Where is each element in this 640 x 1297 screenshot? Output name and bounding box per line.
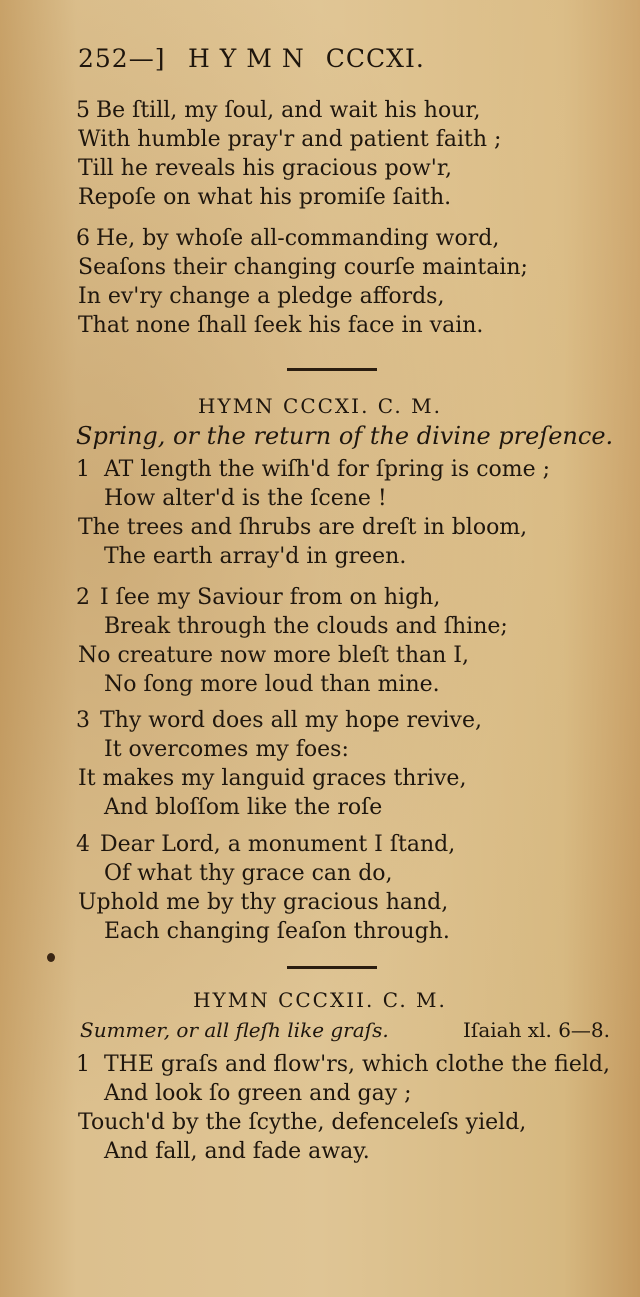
hymn-heading: HYMN CCCXI. C. M. [198,394,442,418]
verse-line: And bloſſom like the roſe [104,795,383,820]
verse-line: That none ſhall ſeek his face in vain. [78,313,484,338]
verse-line: Uphold me by thy gracious hand, [78,890,449,915]
verse-line: Touch'd by the ſcythe, defenceleſs yield, [78,1110,527,1135]
verse-line: Till he reveals his gracious pow'r, [78,156,452,181]
hymn-subtitle [80,1018,610,1042]
verse-line: With humble pray'r and patient faith ; [78,127,502,152]
verse-line: And fall, and fade away. [104,1139,370,1164]
verse-line: No creature now more bleſt than I, [78,643,469,668]
verse-line: AT length the wiſh'd for ſpring is come ; [104,457,551,482]
ink-speck [47,953,55,962]
verse-number: 6 [76,226,90,251]
verse-line: Seaſons their changing courſe maintain; [78,255,528,280]
verse-line: Be ſtill, my ſoul, and wait his hour, [96,98,481,123]
header-title: HYMN CCCXI. [188,44,425,73]
section-divider [287,966,377,969]
verse-line: The trees and ſhrubs are dreſt in bloom, [78,515,528,540]
verse-line: How alter'd is the ſcene ! [104,486,387,511]
verse-number: 4 [76,832,90,857]
verse-number: 1 [76,1052,90,1077]
hymn-subtitle: Spring, or the return of the divine preſence. [76,422,614,450]
subtitle-text: Summer, or all fleſh like graſs. [80,1018,389,1042]
section-divider [287,368,377,371]
verse-line: And look ſo green and gay ; [104,1081,412,1106]
verse-line: THE graſs and flow'rs, which clothe the field, [104,1052,610,1077]
verse-number: 1 [76,457,90,482]
verse-line: Thy word does all my hope revive, [100,708,482,733]
verse-number: 5 [76,98,90,123]
scripture-reference: Iſaiah xl. 6—8. [463,1018,610,1042]
verse-line: It overcomes my foes: [104,737,349,762]
verse-line: He, by whoſe all-commanding word, [96,226,500,251]
verse-line: Break through the clouds and ſhine; [104,614,508,639]
running-header [78,44,598,80]
hymn-heading: HYMN CCCXII. C. M. [193,988,447,1012]
verse-line: In ev'ry change a pledge affords, [78,284,445,309]
verse-line: Of what thy grace can do, [104,861,393,886]
verse-line: Each changing ſeaſon through. [104,919,450,944]
verse-line: It makes my languid graces thrive, [78,766,467,791]
page-number: 252—] [78,44,166,73]
verse-line: The earth array'd in green. [104,544,407,569]
verse-line: Dear Lord, a monument I ſtand, [100,832,456,857]
verse-line: Repoſe on what his promiſe ſaith. [78,185,452,210]
verse-number: 3 [76,708,90,733]
verse-line: I ſee my Saviour from on high, [100,585,441,610]
verse-number: 2 [76,585,90,610]
verse-line: No ſong more loud than mine. [104,672,440,697]
